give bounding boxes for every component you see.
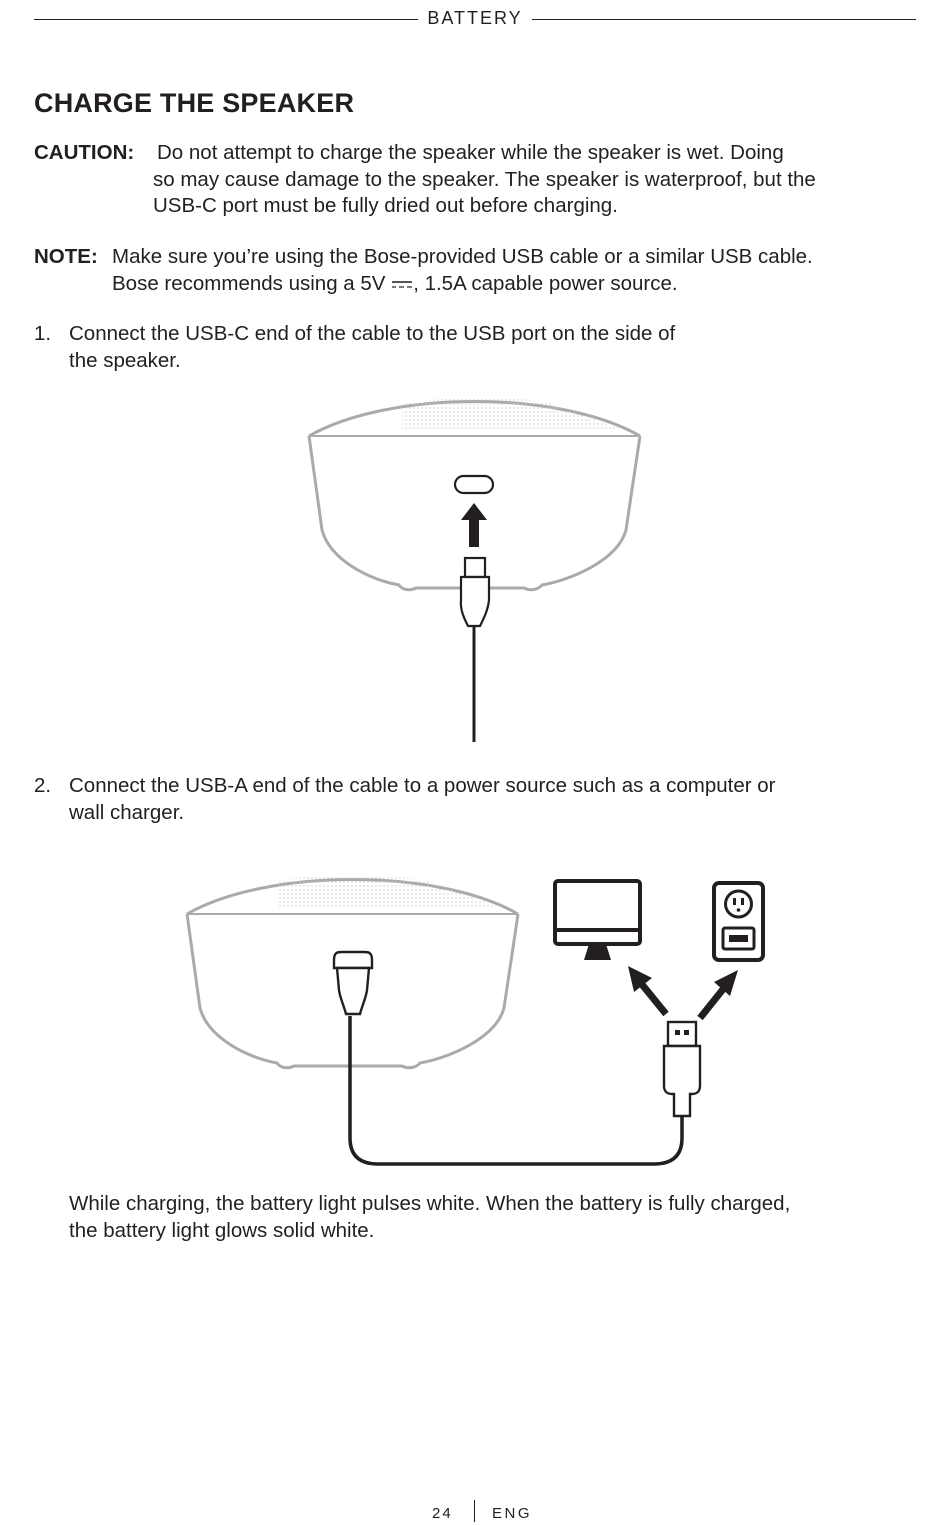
header-rule-right bbox=[532, 19, 916, 20]
note-line-2 bbox=[112, 271, 813, 298]
usb-c-connector-tip bbox=[465, 558, 485, 577]
charging-status-paragraph bbox=[69, 1190, 929, 1246]
step-2 bbox=[34, 772, 914, 828]
speaker-usb-a-power-source-illustration bbox=[178, 868, 778, 1168]
step-text bbox=[69, 772, 776, 826]
note-voltage-text: Bose recommends using a 5V bbox=[112, 271, 386, 295]
arrow-to-computer-icon bbox=[628, 966, 666, 1014]
caution-line: so may cause damage to the speaker. The speaker is waterproof, but the bbox=[153, 167, 816, 191]
page-title: CHARGE THE SPEAKER bbox=[34, 88, 355, 118]
usb-a-pin bbox=[675, 1030, 680, 1035]
usb-c-plug-head bbox=[334, 952, 372, 968]
step-line: the speaker. bbox=[69, 349, 181, 372]
usb-c-connector-icon bbox=[337, 968, 369, 1014]
insert-arrow-icon bbox=[461, 503, 487, 547]
wall-outlet-icon bbox=[714, 883, 763, 960]
speaker-usb-c-charging-illustration bbox=[300, 390, 650, 745]
paragraph-line: While charging, the battery light pulses white. When the battery is fully charged, bbox=[69, 1192, 791, 1215]
section-header bbox=[34, 6, 916, 32]
usb-a-connector-tip bbox=[668, 1022, 696, 1046]
usb-a-pin bbox=[684, 1030, 689, 1035]
caution-text bbox=[153, 140, 816, 220]
page-footer bbox=[0, 1500, 950, 1524]
cable bbox=[350, 1016, 682, 1164]
language-code: ENG bbox=[492, 1505, 533, 1522]
step-text bbox=[69, 320, 675, 374]
step-number: 1. bbox=[34, 322, 52, 345]
note-notice bbox=[34, 244, 924, 300]
caution-notice bbox=[34, 140, 924, 222]
note-line: Make sure you’re using the Bose-provided USB cable or a similar USB cable. bbox=[112, 245, 813, 268]
page-number: 24 bbox=[432, 1505, 453, 1522]
step-line: Connect the USB-A end of the cable to a power source such as a computer or bbox=[69, 774, 776, 797]
monitor-icon bbox=[555, 881, 640, 960]
step-number: 2. bbox=[34, 774, 52, 797]
step-1 bbox=[34, 320, 914, 376]
usb-a-connector-icon bbox=[664, 1046, 700, 1116]
note-label: NOTE: bbox=[34, 245, 98, 268]
arrow-to-wall-charger-icon bbox=[700, 970, 738, 1018]
note-text bbox=[112, 244, 813, 297]
direct-current-symbol-icon bbox=[391, 279, 413, 289]
note-power-text: , 1.5A capable power source. bbox=[413, 271, 678, 295]
header-rule-left bbox=[34, 19, 418, 20]
footer-divider bbox=[474, 1500, 475, 1522]
usb-c-port-icon bbox=[455, 476, 493, 493]
section-title: BATTERY bbox=[427, 8, 523, 28]
caution-line: USB-C port must be fully dried out before charging. bbox=[153, 194, 618, 217]
step-line: wall charger. bbox=[69, 801, 185, 824]
caution-label: CAUTION: bbox=[34, 141, 135, 164]
step-line: Connect the USB-C end of the cable to the USB port on the side of bbox=[69, 322, 676, 345]
paragraph-line: the battery light glows solid white. bbox=[69, 1219, 375, 1242]
caution-line: Do not attempt to charge the speaker while the speaker is wet. Doing bbox=[157, 141, 784, 164]
usb-c-connector-icon bbox=[461, 577, 489, 626]
